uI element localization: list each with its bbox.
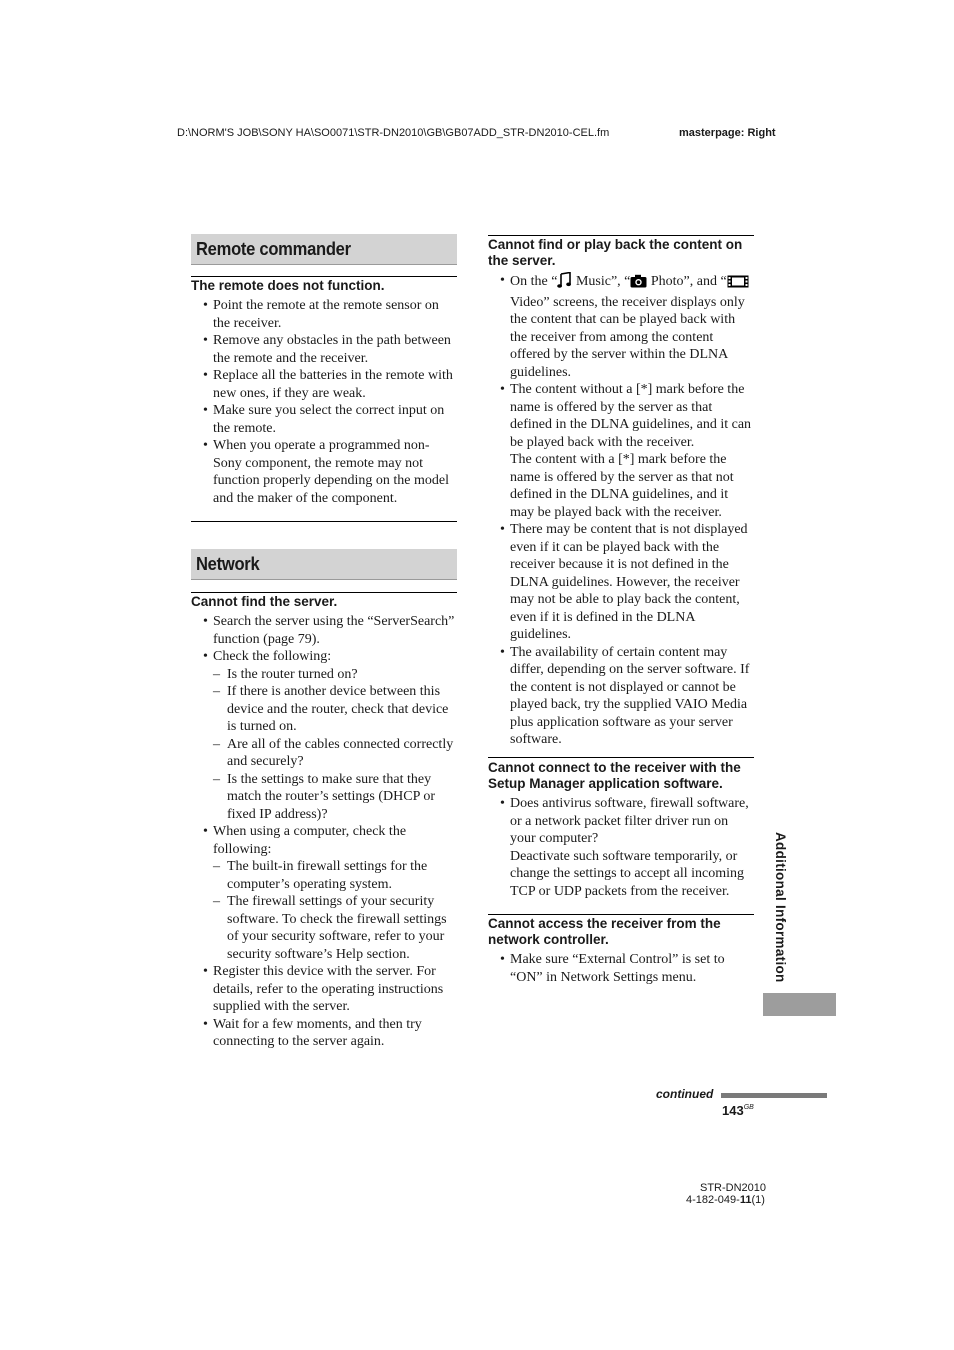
list-item: • Point the remote at the remote sensor on the receiver. xyxy=(191,297,457,332)
continued-label: continued xyxy=(656,1087,714,1101)
list-item xyxy=(191,648,457,823)
list-item-text: The content without a [*] mark before the name is offered by the server as that defined in the DLNA guidelines, and it can be played back with the receiver. xyxy=(510,382,752,450)
list-item: • The availability of certain content may differ, depending on the server software. If the content is not displayed or cannot be played back, try the supplied VAIO Media plus application software as your server software. xyxy=(488,644,754,749)
section-remote-commander xyxy=(191,234,457,265)
header-masterpage: masterpage: Right xyxy=(679,127,776,139)
page-number-suffix: GB xyxy=(743,1104,754,1111)
continued-bar xyxy=(721,1093,827,1098)
network-controller-list xyxy=(488,951,754,986)
list-item: • Make sure you select the correct input on the remote. xyxy=(191,402,457,437)
list-item-text: Video” screens, the receiver displays only the content that can be played back with the receiver from among the content offered by the server within the DLNA guidelines. xyxy=(510,294,745,380)
server-list xyxy=(488,272,754,749)
remote-heading: The remote does not function. xyxy=(191,278,385,293)
list-item-text: Music”, “ xyxy=(572,274,631,289)
side-tab xyxy=(770,832,790,992)
list-item-continuation: Deactivate such software temporarily, or change the settings to accept all incoming TCP or UDP packets from the receiver. xyxy=(510,848,745,899)
page-number xyxy=(722,1103,754,1118)
side-tab-marker xyxy=(763,993,836,1016)
sub-list-item: – Are all of the cables connected correctly and securely? xyxy=(213,736,457,771)
sub-list xyxy=(213,858,457,963)
divider xyxy=(191,592,457,593)
section-title-remote: Remote commander xyxy=(196,239,351,259)
list-item: • There may be content that is not displayed even if it can be played back with the receiver because it is not defined in the DLNA guidelines. However, the receiver may not be able to play back the content, even if it is defined in the DLNA guidelines. xyxy=(488,521,754,644)
list-item xyxy=(488,272,754,381)
camera-icon xyxy=(630,274,647,294)
page-number-value: 143 xyxy=(722,1103,744,1118)
list-item-continuation: The content with a [*] mark before the name is offered by the server as that not defined in the DLNA guidelines, and it may be played back with the receiver. xyxy=(510,452,734,520)
list-item-text: On the “ xyxy=(510,274,558,289)
setup-manager-content xyxy=(488,760,754,900)
sub-list-item: – The built-in firewall settings for the computer’s operating system. xyxy=(213,858,457,893)
header-file-path: D:\NORM'S JOB\SONY HA\SO0071\STR-DN2010\GB\GB07ADD_STR-DN2010-CEL.fm xyxy=(177,127,610,139)
list-item xyxy=(488,795,754,900)
part-code-c: (1) xyxy=(751,1194,765,1206)
setup-manager-heading: Cannot connect to the receiver with the Setup Manager application software. xyxy=(488,760,741,791)
side-tab-label: Additional Information xyxy=(773,832,788,983)
divider xyxy=(191,276,457,277)
list-item-text: Check the following: xyxy=(213,649,332,664)
list-item xyxy=(191,823,457,963)
list-item xyxy=(488,381,754,521)
network-controller-content xyxy=(488,916,754,986)
divider xyxy=(191,521,457,522)
remote-content xyxy=(191,278,457,507)
network-controller-heading: Cannot access the receiver from the network controller. xyxy=(488,916,721,947)
divider xyxy=(488,914,754,915)
sub-list-item: – Is the router turned on? xyxy=(213,666,457,684)
network-content xyxy=(191,594,457,1051)
list-item: • Make sure “External Control” is set to “ON” in Network Settings menu. xyxy=(488,951,754,986)
model-number: STR-DN2010 xyxy=(700,1182,767,1194)
setup-manager-list xyxy=(488,795,754,900)
list-item: • Remove any obstacles in the path between the remote and the receiver. xyxy=(191,332,457,367)
section-title-network: Network xyxy=(196,554,260,574)
list-item: • Replace all the batteries in the remote with new ones, if they are weak. xyxy=(191,367,457,402)
part-code xyxy=(686,1194,765,1206)
sub-list-item: – If there is another device between this device and the router, check that device is turned on. xyxy=(213,683,457,736)
list-item-text: Does antivirus software, firewall software, or a network packet filter driver run on your computer? xyxy=(510,796,749,846)
part-code-a: 4-182-049- xyxy=(686,1194,740,1206)
part-code-b: 11 xyxy=(739,1194,752,1206)
list-item-text: When using a computer, check the following: xyxy=(213,824,407,857)
network-heading: Cannot find the server. xyxy=(191,594,338,609)
list-item-text: Photo”, and “ xyxy=(647,274,727,289)
film-icon xyxy=(727,275,749,294)
list-item: • When you operate a programmed non-Sony component, the remote may not function properly depending on the model and the maker of the component. xyxy=(191,437,457,507)
list-item: • Register this device with the server. For details, refer to the operating instructions supplied with the server. xyxy=(191,963,457,1016)
divider xyxy=(488,757,754,758)
network-list xyxy=(191,613,457,1051)
list-item: • Search the server using the “ServerSearch” function (page 79). xyxy=(191,613,457,648)
sub-list-item: – Is the settings to make sure that they match the router’s settings (DHCP or fixed IP address)? xyxy=(213,771,457,824)
remote-list xyxy=(191,297,457,507)
music-note-icon xyxy=(557,272,572,294)
sub-list-item: – The firewall settings of your security software. To check the firewall settings of your security software, refer to your security software’s Help section. xyxy=(213,893,457,963)
divider xyxy=(488,235,754,236)
sub-list xyxy=(213,666,457,824)
section-network xyxy=(191,549,457,580)
list-item: • Wait for a few moments, and then try connecting to the server again. xyxy=(191,1016,457,1051)
server-heading: Cannot find or play back the content on the server. xyxy=(488,237,743,268)
server-content xyxy=(488,237,754,749)
